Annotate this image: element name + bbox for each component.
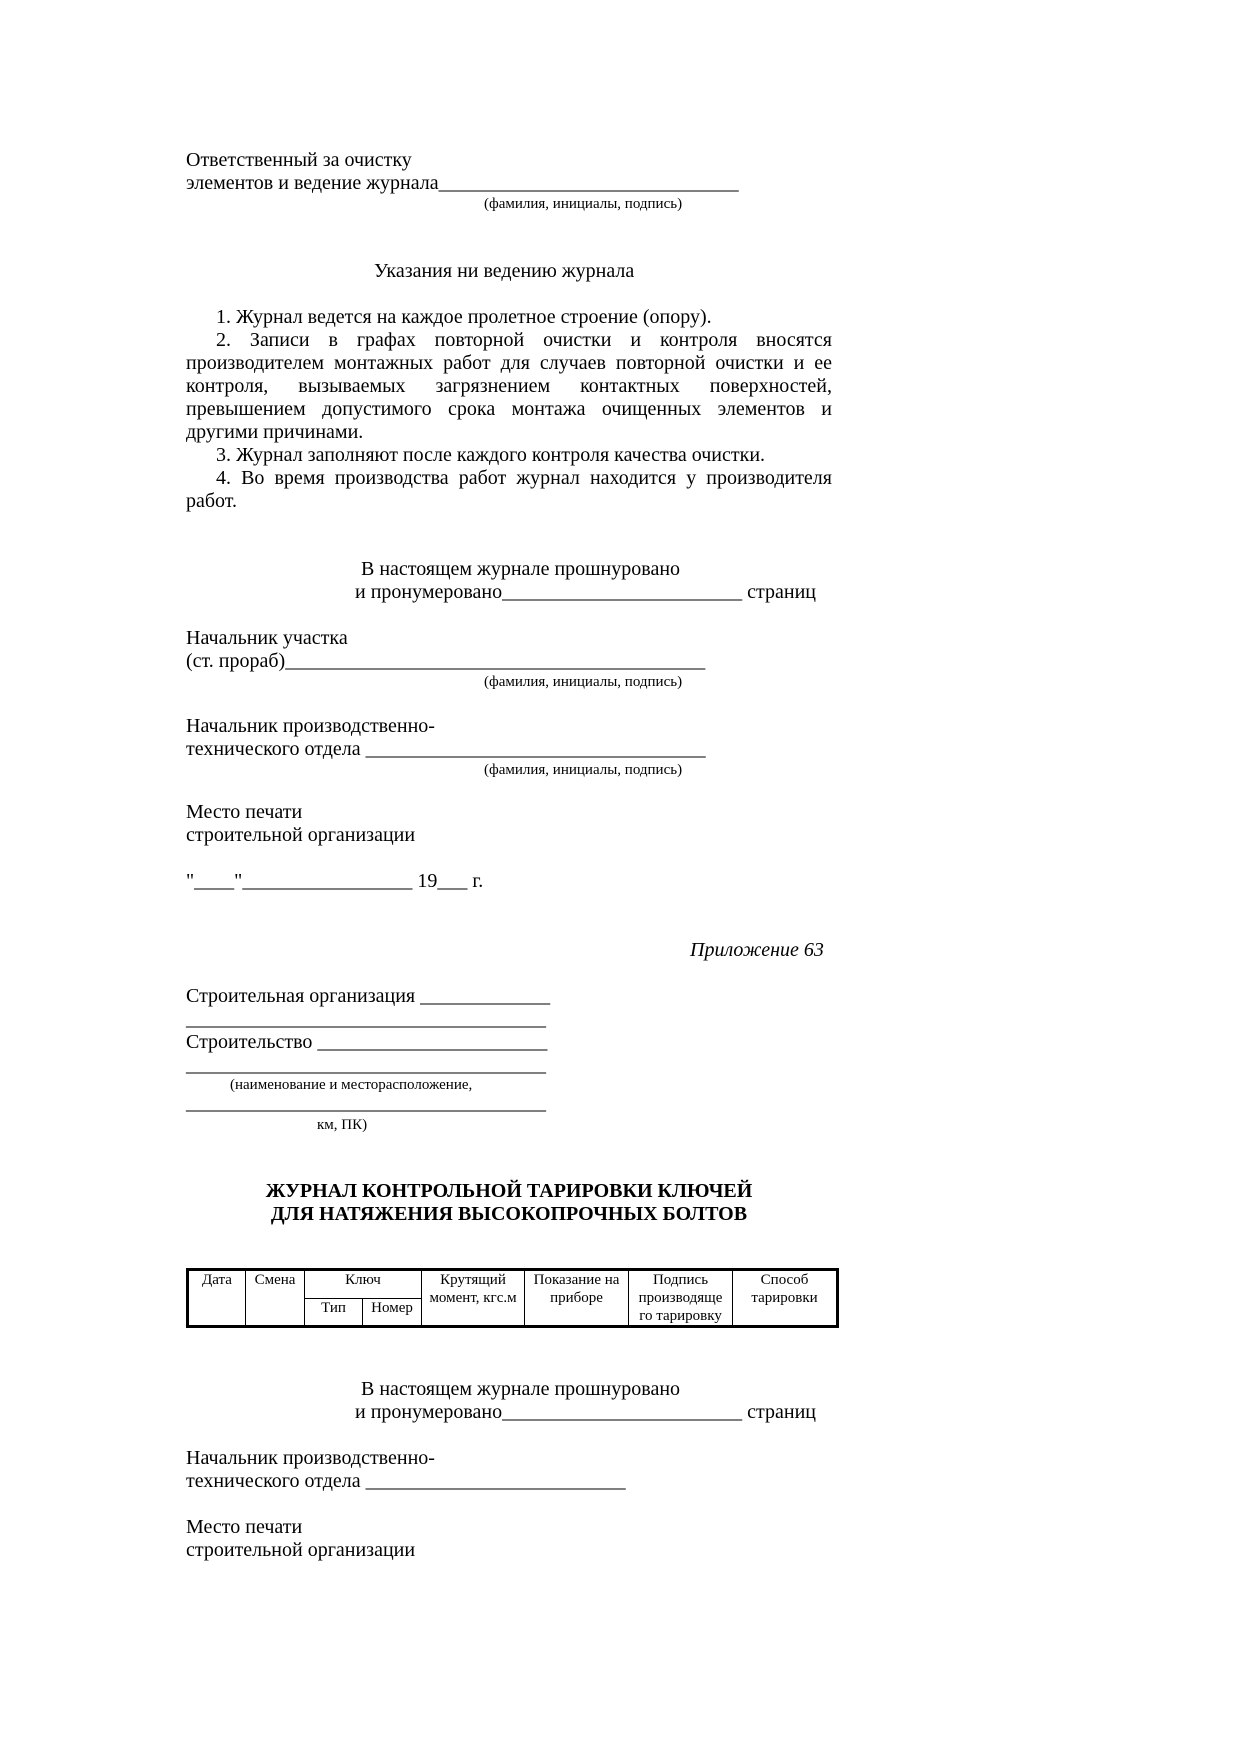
- date-line: "____"_________________ 19___ г.: [186, 870, 484, 892]
- col-header-key-type: Тип: [305, 1298, 363, 1327]
- col-header-key-number: Номер: [363, 1298, 422, 1327]
- appendix-label: Приложение 63: [690, 939, 824, 961]
- seal2-line2: строительной организации: [186, 1539, 416, 1561]
- org-caption2: км, ПК): [317, 1117, 368, 1133]
- col-header-shift: Смена: [246, 1270, 305, 1327]
- seal2-line1: Место печати: [186, 1516, 303, 1538]
- binding2-line2: и пронумеровано________________________ страниц: [355, 1401, 816, 1423]
- journal-title-line1: ЖУРНАЛ КОНТРОЛЬНОЙ ТАРИРОВКИ КЛЮЧЕЙ: [265, 1180, 753, 1202]
- pto-chief1-line2: технического отдела __________________________________: [186, 738, 706, 760]
- col-header-method: Способ тарировки: [733, 1270, 838, 1327]
- org-line2: ____________________________________: [186, 1008, 546, 1030]
- org-line3: Строительство _______________________: [186, 1031, 548, 1053]
- responsible-caption: (фамилия, инициалы, подпись): [484, 196, 683, 212]
- instructions-item-3: 3. Журнал заполняют после каждого контроля качества очистки.: [216, 444, 766, 466]
- calibration-table: [186, 1268, 839, 1328]
- pto-chief2-line1: Начальник производственно-: [186, 1447, 435, 1469]
- col-header-date: Дата: [188, 1270, 246, 1327]
- seal1-line1: Место печати: [186, 801, 303, 823]
- org-line5: ____________________________________: [186, 1092, 546, 1114]
- binding1-line2: и пронумеровано________________________ страниц: [355, 581, 816, 603]
- instructions-item-1: 1. Журнал ведется на каждое пролетное строение (опору).: [216, 306, 712, 328]
- col-header-torque: Крутящий момент, кгс.м: [422, 1270, 525, 1327]
- org-line1: Строительная организация _____________: [186, 985, 551, 1007]
- journal-title-line2: ДЛЯ НАТЯЖЕНИЯ ВЫСОКОПРОЧНЫХ БОЛТОВ: [270, 1203, 748, 1225]
- org-line4: ____________________________________: [186, 1054, 546, 1076]
- instructions-item-2: 2. Записи в графах повторной очистки и контроля вносятся производителем монтажных работ для случаев повторной очистки и ее контроля, вызываемых загрязнением контактных поверхностей, превышением допустимого срока монтажа очищенных элементов и другими причинами.: [186, 329, 832, 443]
- responsible-label-line2: элементов и ведение журнала______________________________: [186, 172, 739, 194]
- instructions-title: Указания ни ведению журнала: [374, 260, 635, 282]
- table-header-row: [188, 1270, 838, 1299]
- pto-chief1-line1: Начальник производственно-: [186, 715, 435, 737]
- site-chief-caption: (фамилия, инициалы, подпись): [484, 674, 683, 690]
- responsible-label-line1: Ответственный за очистку: [186, 149, 412, 171]
- col-header-reading: Показание на приборе: [525, 1270, 629, 1327]
- col-header-signature: Подпись производяще го тарировку: [629, 1270, 733, 1327]
- pto-chief1-caption: (фамилия, инициалы, подпись): [484, 762, 683, 778]
- binding2-line1: В настоящем журнале прошнуровано: [361, 1378, 681, 1400]
- pto-chief2-line2: технического отдела __________________________: [186, 1470, 626, 1492]
- seal1-line2: строительной организации: [186, 824, 416, 846]
- org-caption1: (наименование и месторасположение,: [230, 1077, 473, 1093]
- site-chief-line1: Начальник участка: [186, 627, 348, 649]
- binding1-line1: В настоящем журнале прошнуровано: [361, 558, 681, 580]
- instructions-item-4: 4. Во время производства работ журнал находится у производителя работ.: [186, 467, 832, 512]
- col-header-key: Ключ: [305, 1270, 422, 1299]
- site-chief-line2: (ст. прораб)__________________________________________: [186, 650, 706, 672]
